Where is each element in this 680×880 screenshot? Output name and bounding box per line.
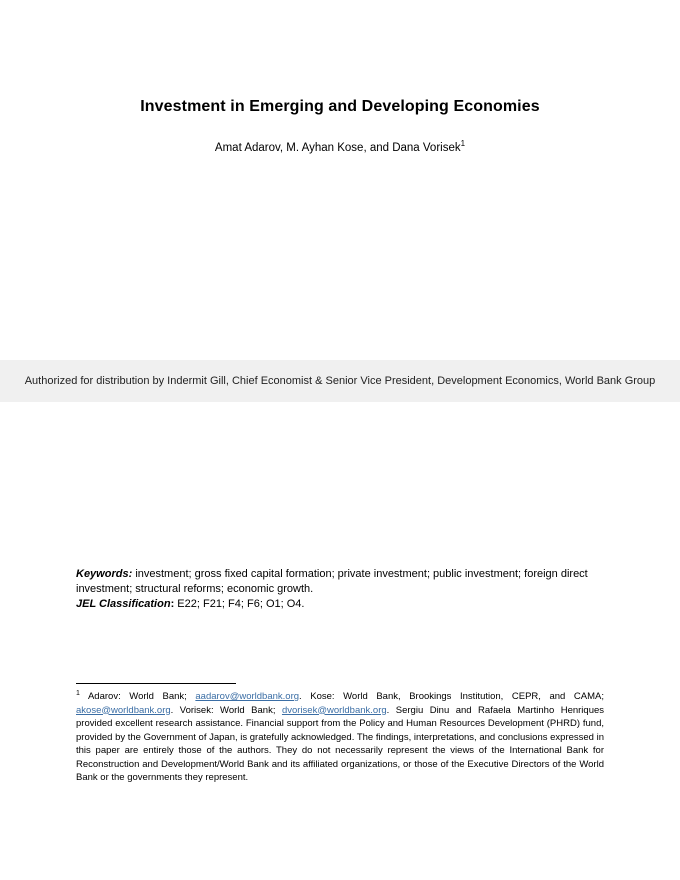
footnote (76, 690, 604, 785)
footnote-number: 1 (76, 689, 80, 697)
jel-line (76, 597, 604, 612)
footnote-divider (76, 683, 236, 684)
footnote-marker: 1 (460, 139, 466, 149)
jel-label: JEL Classification (76, 598, 171, 610)
email-link-adarov[interactable]: aadarov@worldbank.org (195, 691, 300, 702)
footnote-text-2: . Kose: World Bank, Brookings Institution, CEPR, and CAMA; (299, 691, 605, 702)
footnote-text-3: . Vorisek: World Bank; (170, 704, 276, 716)
keywords-text: investment; gross fixed capital formation; private investment; public investment; foreign direct investment; structural reforms; economic growth. (76, 568, 588, 595)
authorization-banner (0, 360, 680, 402)
author-line (0, 139, 680, 154)
authorization-text: Authorized for distribution by Indermit Gill, Chief Economist & Senior Vice President, Development Economics, World Bank Group (24, 375, 656, 387)
email-link-kose[interactable]: akose@worldbank.org (76, 704, 171, 716)
author-names: Amat Adarov, M. Ayhan Kose, and Dana Vorisek (214, 142, 461, 154)
footnote-text-4: . Sergiu Dinu and Rafaela Martinho Henriques provided excellent research assistance. Financial support from the Policy and Human Resources Development (PHRD) fund, provided by the Government of Japan, is gratefully acknowledged. The findings, interpretations, and conclusions expressed in this paper are entirely those of the authors. They do not necessarily represent the views of the International Bank for Reconstruction and Development/World Bank and its affiliated organizations, or those of the Executive Directors of the World Bank or the governments they represent. (76, 704, 605, 783)
email-link-vorisek[interactable]: dvorisek@worldbank.org (281, 704, 387, 716)
jel-text: E22; F21; F4; F6; O1; O4. (177, 598, 305, 610)
keywords-label: Keywords: (76, 568, 133, 580)
footnote-text-1: Adarov: World Bank; (87, 691, 187, 702)
paper-title: Investment in Emerging and Developing Economies (140, 98, 540, 115)
jel-colon: : (170, 598, 175, 610)
keywords-line (76, 567, 604, 597)
keywords-block (76, 567, 604, 612)
